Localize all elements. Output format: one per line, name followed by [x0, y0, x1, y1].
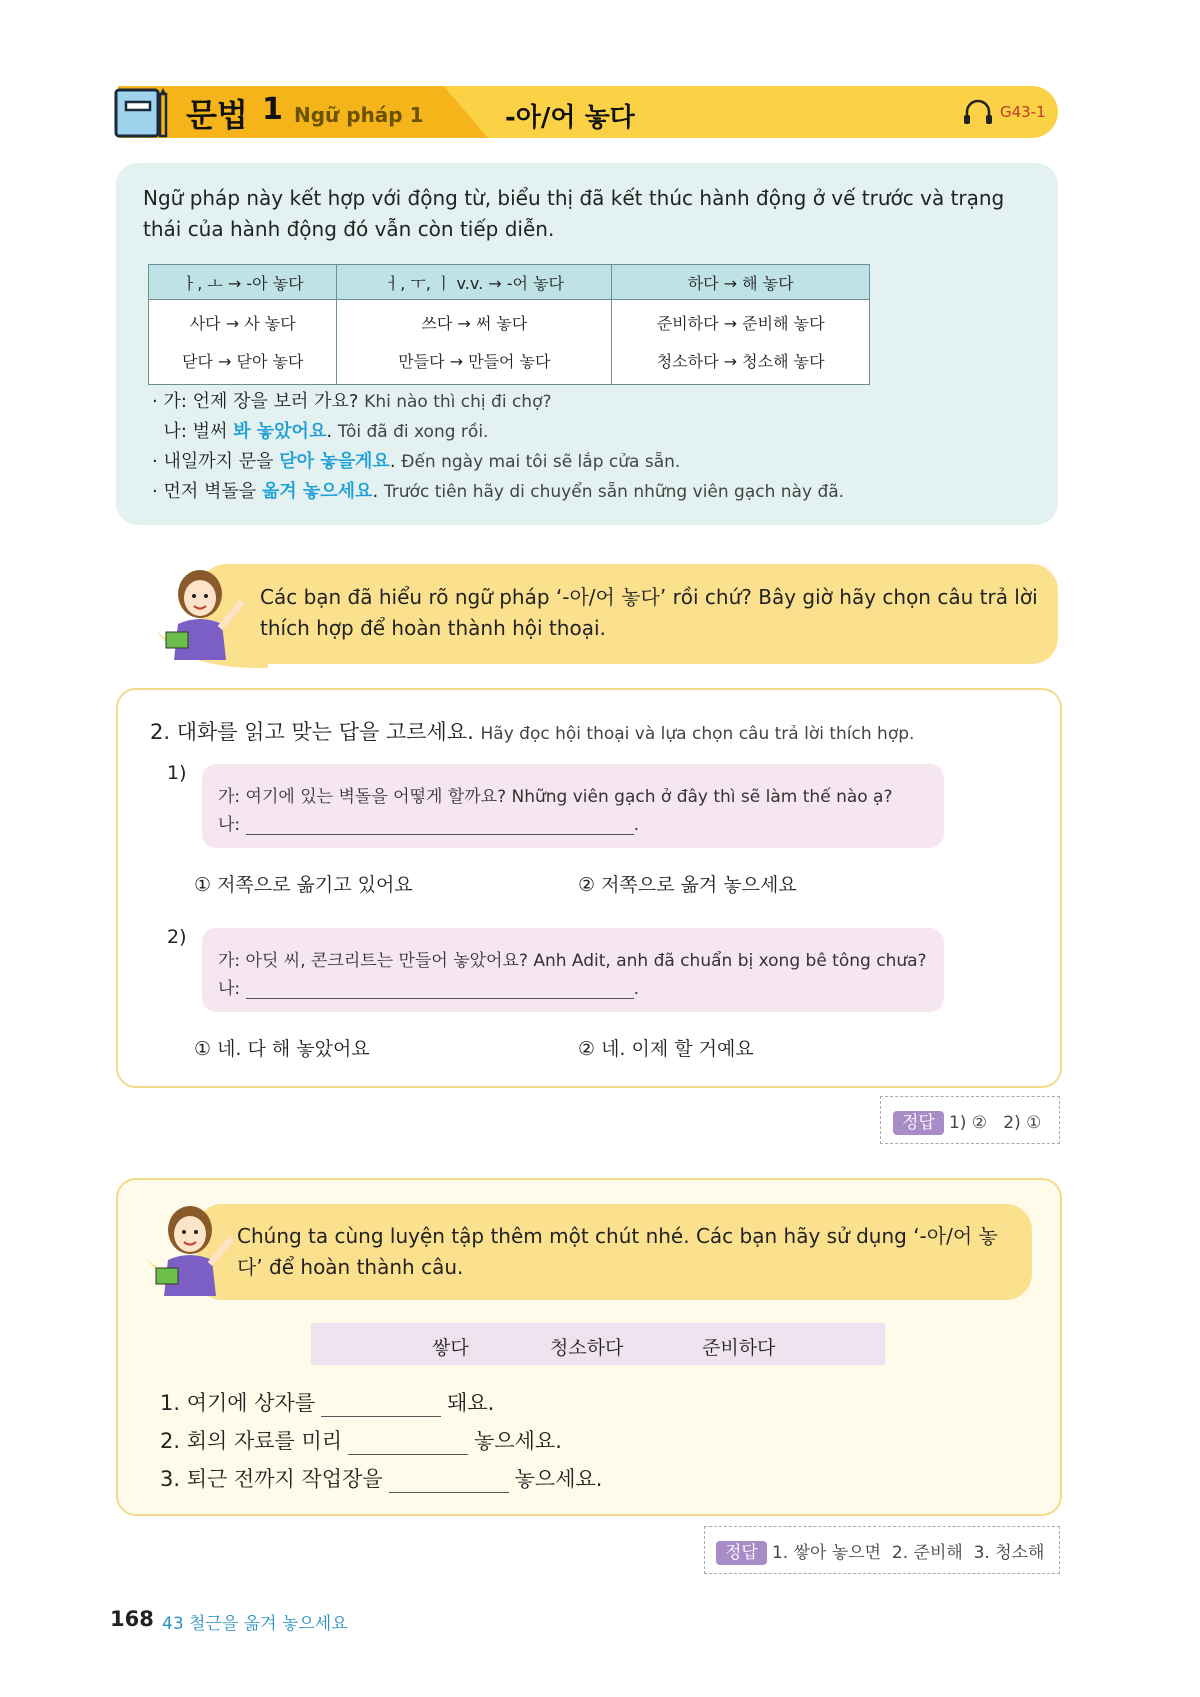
dialogue-ga: 가: 아딧 씨, 콘크리트는 만들어 놓았어요? Anh Adit, anh đã chuẩn bị xong bê tông chưa?: [218, 951, 927, 971]
conjugation-table: [148, 264, 870, 385]
option-1[interactable]: ① 네. 다 해 놓았어요: [194, 1038, 370, 1060]
dialogue-na: 나: .: [218, 979, 639, 999]
sentence: 1. 여기에 상자를 돼요.: [160, 1391, 495, 1415]
sentence: 3. 퇴근 전까지 작업장을 놓으세요.: [160, 1467, 603, 1491]
word-bank-item: 청소하다: [550, 1337, 624, 1359]
answer-text: 1. 쌓아 놓으면 2. 준비해 3. 청소해: [771, 1543, 1045, 1563]
book-icon: [114, 88, 170, 138]
tip-text: Chúng ta cùng luyện tập thêm một chút nhé. Các bạn hãy sử dụng ‘-아/어 놓다’ để hoàn thành câu.: [237, 1224, 998, 1279]
example-line: · 먼저 벽돌을 옮겨 놓으세요. Trước tiên hãy di chuyển sẵn những viên gạch này đã.: [152, 481, 845, 502]
answer-tag: 정답: [893, 1111, 944, 1135]
teacher-illustration: [162, 562, 252, 662]
word-bank-item: 준비하다: [702, 1337, 776, 1359]
table-header: ㅓ, ㅜ, ㅣ v.v. → -어 놓다: [337, 265, 612, 300]
word-bank-item: 쌓다: [432, 1337, 469, 1359]
example-line: 나: 벌써 봐 놓았어요. Tôi đã đi xong rồi.: [152, 421, 489, 442]
grammar-number: 1: [262, 92, 283, 127]
dialogue-ga: 가: 여기에 있는 벽돌을 어떻게 할까요? Những viên gạch ở đây thì sẽ làm thế nào ạ?: [218, 787, 893, 807]
sentence: 2. 회의 자료를 미리 놓으세요.: [160, 1429, 562, 1453]
table-cell: 사다 → 사 놓다: [149, 300, 337, 344]
grammar-description: Ngữ pháp này kết hợp với động từ, biểu thị đã kết thúc hành động ở vế trước và trạng thái của hành động đó vẫn còn tiếp diễn.: [143, 186, 1005, 241]
option-2[interactable]: ② 네. 이제 할 거예요: [578, 1038, 754, 1060]
page-number: 168: [110, 1607, 154, 1631]
sentence-blank[interactable]: [321, 1396, 441, 1417]
option-2[interactable]: ② 저쪽으로 옮겨 놓으세요: [578, 874, 797, 896]
headphone-icon[interactable]: [963, 98, 993, 126]
option-1[interactable]: ① 저쪽으로 옮기고 있어요: [194, 874, 413, 896]
grammar-title: -아/어 놓다: [505, 103, 635, 133]
table-cell: 준비하다 → 준비해 놓다: [612, 300, 870, 344]
example-line: · 가: 언제 장을 보러 가요? Khi nào thì chị đi chợ?: [152, 391, 552, 412]
audio-track[interactable]: G43-1: [1000, 103, 1046, 121]
answer-text: 1) ② 2) ①: [948, 1113, 1042, 1133]
table-cell: 닫다 → 닫아 놓다: [149, 343, 337, 385]
table-cell: 쓰다 → 써 놓다: [337, 300, 612, 344]
answer-blank[interactable]: [246, 980, 634, 999]
table-header: 하다 → 해 놓다: [612, 265, 870, 300]
answer-blank[interactable]: [246, 816, 634, 835]
grammar-subtitle: Ngữ pháp 1: [294, 103, 424, 127]
grammar-label: 문법: [186, 96, 248, 134]
sentence-blank[interactable]: [389, 1472, 509, 1493]
example-line: · 내일까지 문을 닫아 놓을게요. Đến ngày mai tôi sẽ lắp cửa sẵn.: [152, 451, 681, 472]
question-number: 1): [167, 762, 187, 784]
table-header: ㅏ, ㅗ → -아 놓다: [149, 265, 337, 300]
exercise-2-title: 2. 대화를 읽고 맞는 답을 고르세요. Hãy đọc hội thoại và lựa chọn câu trả lời thích hợp.: [150, 720, 915, 744]
teacher-illustration: [152, 1198, 242, 1298]
table-cell: 만들다 → 만들어 놓다: [337, 343, 612, 385]
sentence-blank[interactable]: [348, 1434, 468, 1455]
chapter-title: 43 철근을 옮겨 놓으세요: [162, 1614, 348, 1634]
answer-line: [716, 1538, 1045, 1563]
answer-line: [893, 1108, 1041, 1133]
question-number: 2): [167, 926, 187, 948]
table-cell: 청소하다 → 청소해 놓다: [612, 343, 870, 385]
dialogue-na: 나: .: [218, 815, 639, 835]
answer-tag: 정답: [716, 1541, 767, 1565]
tip-text: Các bạn đã hiểu rõ ngữ pháp ‘-아/어 놓다’ rồi chứ? Bây giờ hãy chọn câu trả lời thích hợp để hoàn thành hội thoại.: [260, 585, 1038, 640]
